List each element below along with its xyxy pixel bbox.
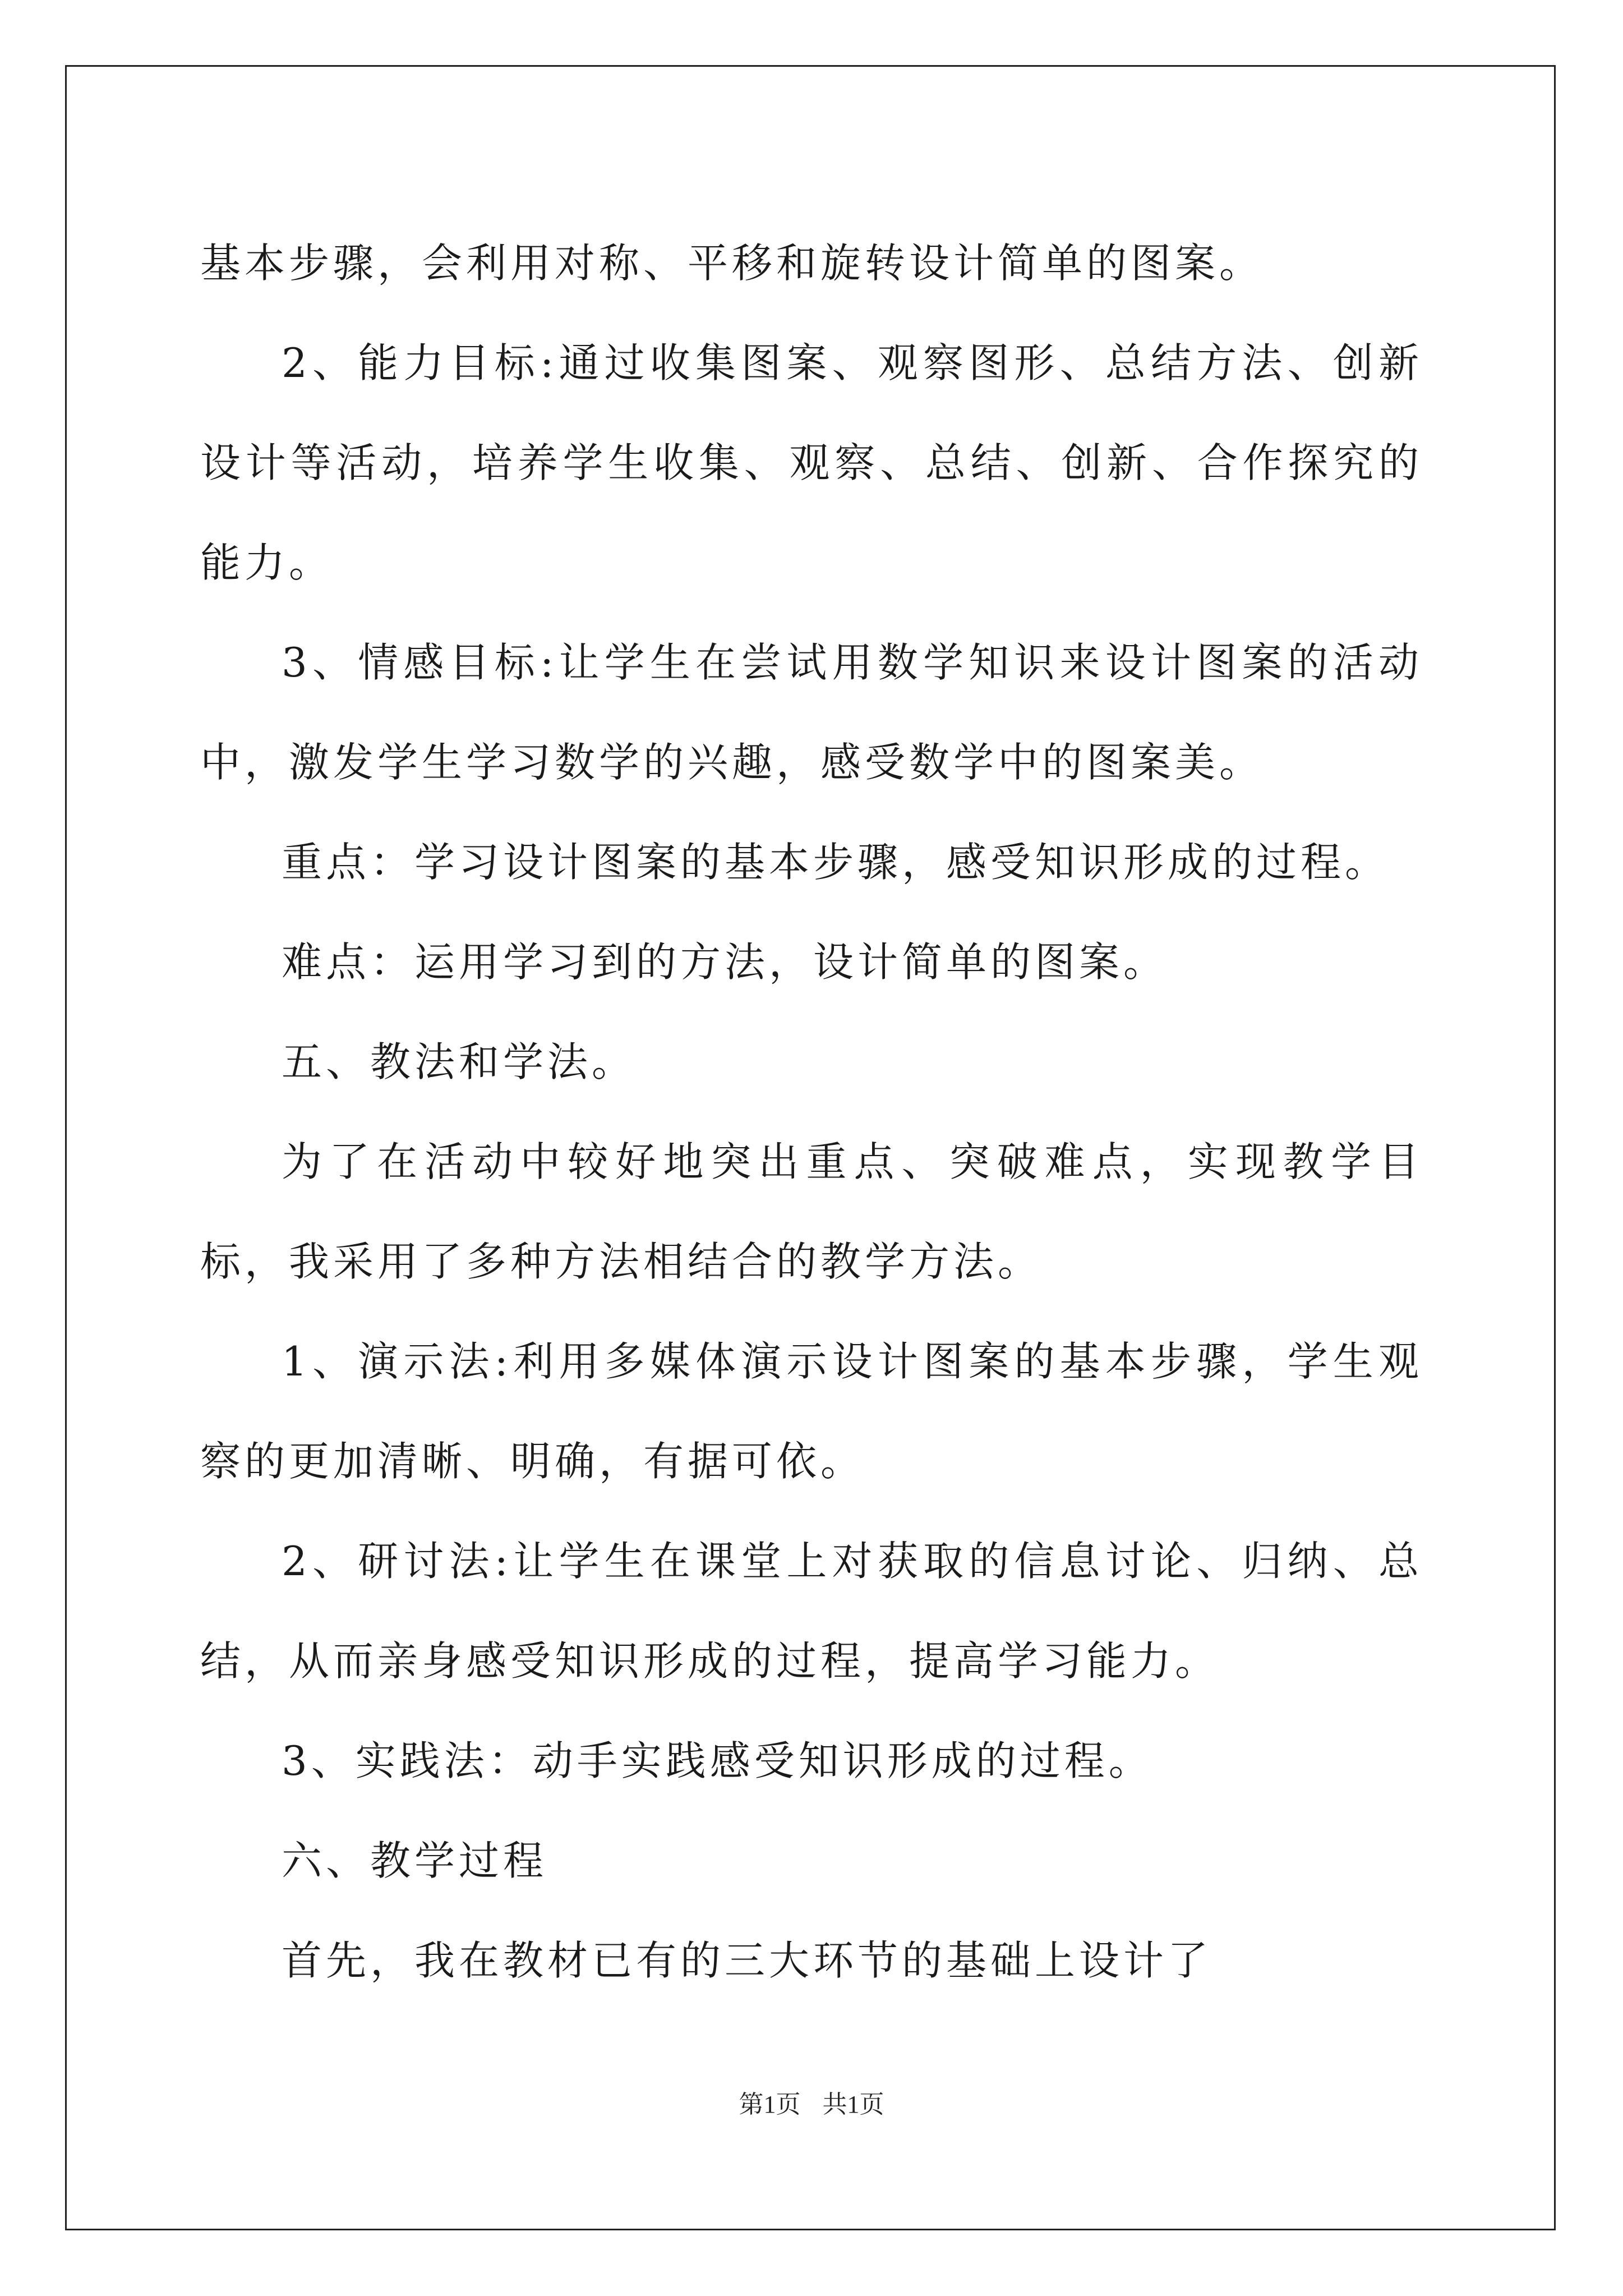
paragraph-5: 难点：运用学习到的方法，设计简单的图案。 (282, 938, 1168, 986)
paragraph-3: 3、情感目标:让学生在尝试用数学知识来设计图案的活动中，激发学生学习数学的兴趣，感受数学中的图案美。 (200, 639, 1423, 786)
paragraph-9: 2、研讨法:让学生在课堂上对获取的信息讨论、归纳、总结，从而亲身感受知识形成的过程，提高学习能力。 (200, 1538, 1423, 1685)
section-heading-6: 六、教学过程 (282, 1837, 548, 1884)
page-footer (0, 2084, 1623, 2120)
document-body (200, 213, 1423, 2010)
paragraph-1: 基本步骤，会利用对称、平移和旋转设计简单的图案。 (200, 240, 1264, 287)
page-number: 第1页 (739, 2091, 801, 2118)
paragraph-8: 1、演示法:利用多媒体演示设计图案的基本步骤，学生观察的更加清晰、明确，有据可依。 (200, 1338, 1423, 1485)
paragraph-12: 首先，我在教材已有的三大环节的基础上设计了 (282, 1937, 1212, 1984)
page-total: 共1页 (822, 2091, 884, 2118)
section-heading-5: 五、教法和学法。 (282, 1038, 637, 1085)
paragraph-10: 3、实践法：动手实践感受知识形成的过程。 (282, 1737, 1153, 1784)
paragraph-2: 2、能力目标:通过收集图案、观察图形、总结方法、创新设计等活动，培养学生收集、观察、总结、创新、合作探究的能力。 (200, 339, 1423, 586)
paragraph-7: 为了在活动中较好地突出重点、突破难点，实现教学目标，我采用了多种方法相结合的教学方法。 (200, 1138, 1423, 1285)
paragraph-4: 重点：学习设计图案的基本步骤，感受知识形成的过程。 (282, 839, 1390, 886)
